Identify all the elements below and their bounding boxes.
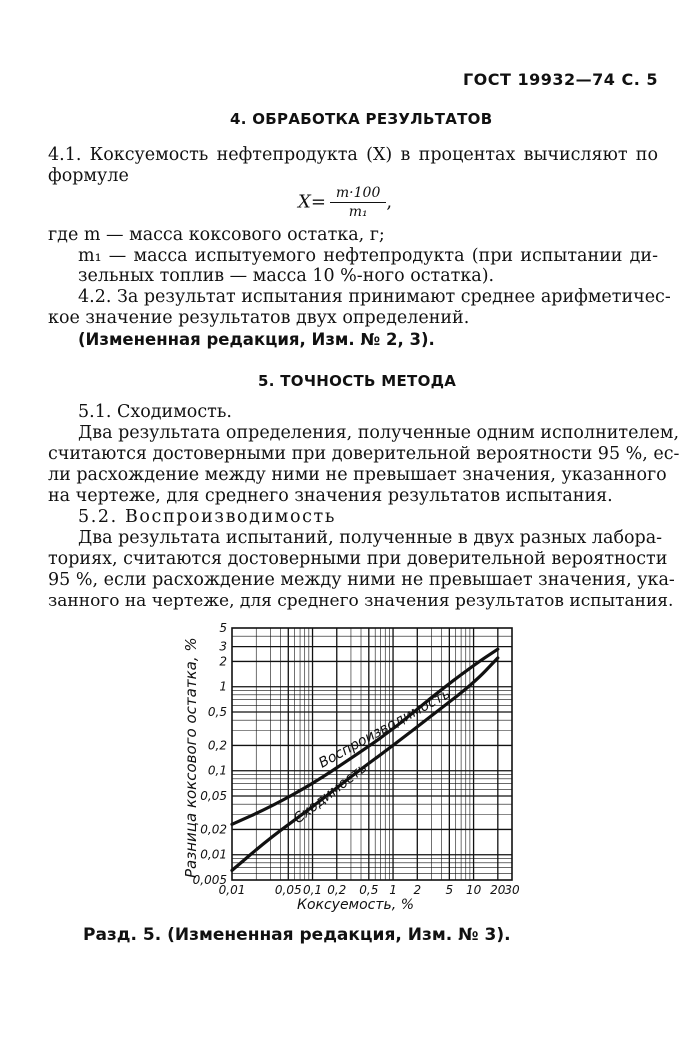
- y-tick-label: 3: [219, 639, 227, 654]
- x-tick-label: 0,01: [218, 883, 246, 897]
- curve-label-reproducibility: Воспроизводимость: [316, 685, 454, 772]
- where-m1-line-2: зельных топлив — масса 10 %-ного остатка).: [78, 266, 495, 286]
- curve-convergence: [232, 658, 498, 871]
- formula-tail: ,: [386, 191, 393, 213]
- y-tick-label: 0,1: [207, 763, 227, 778]
- chart-y-axis-label: Разница коксового остатка, %: [182, 637, 200, 878]
- x-tick-label: 0,05: [274, 883, 302, 897]
- x-tick-label: 0,1: [302, 883, 323, 897]
- x-tick-label: 0,2: [327, 883, 347, 897]
- figure-caption: Разд. 5. (Измененная редакция, Изм. № 3).: [83, 925, 511, 945]
- para-5-1-line-1: Два результата определения, полученные одним исполнителем,: [78, 423, 680, 443]
- formula: [298, 185, 392, 220]
- para-5-1-heading: 5.1. Сходимость.: [78, 402, 232, 422]
- y-tick-label: 0,05: [200, 789, 227, 803]
- y-tick-label: 2: [219, 654, 227, 669]
- para-4-2-line-1: 4.2. За результат испытания принимают среднее арифметичес-: [78, 287, 671, 307]
- x-tick-label: 0,5: [359, 883, 379, 897]
- x-tick-label: 1: [389, 883, 397, 897]
- y-tick-label: 0,01: [200, 847, 227, 862]
- y-tick-label: 5: [219, 621, 227, 635]
- x-tick-label: 2: [413, 883, 422, 897]
- y-tick-label: 0,005: [192, 873, 227, 887]
- curve-label-convergence: Сходимость: [290, 759, 371, 828]
- chart-ticks: [193, 621, 520, 897]
- y-tick-label: 0,5: [207, 705, 227, 719]
- precision-chart: [170, 618, 530, 918]
- formula-denominator: m₁: [348, 204, 368, 220]
- para-4-2-line-2: кое значение результатов двух определений.: [48, 308, 470, 328]
- x-tick-label: 30: [504, 883, 520, 897]
- formula-fraction: [330, 185, 386, 220]
- para-5-1-line-3: ли расхождение между ними не превышает значения, указанного: [48, 465, 667, 485]
- para-5-1-line-2: считаются достоверными при доверительной вероятности 95 %, ес-: [48, 444, 680, 464]
- page-header: ГОСТ 19932—74 С. 5: [462, 70, 658, 89]
- para-5-2-line-4: занного на чертеже, для среднего значения результатов испытания.: [48, 591, 674, 611]
- where-m1-line-1: m₁ — масса испытуемого нефтепродукта (при испытании ди-: [78, 246, 658, 266]
- x-tick-label: 10: [465, 883, 482, 897]
- para-5-1-line-4: на чертеже, для среднего значения результатов испытания.: [48, 486, 613, 506]
- x-tick-label: 20: [490, 883, 506, 897]
- y-tick-label: 1: [219, 679, 227, 694]
- para-5-2-line-3: 95 %, если расхождение между ними не превышает значения, ука-: [48, 570, 675, 590]
- section-5-title: 5. ТОЧНОСТЬ МЕТОДА: [258, 372, 457, 390]
- x-tick-label: 5: [445, 883, 454, 897]
- where-m: где m — масса коксового остатка, г;: [48, 225, 385, 245]
- chart-grid: [232, 628, 512, 880]
- para-5-2-line-1: Два результата испытаний, полученные в двух разных лабора-: [78, 528, 663, 548]
- chart-x-axis-label: Коксуемость, %: [297, 897, 414, 913]
- edited-note-4: (Измененная редакция, Изм. № 2, 3).: [78, 330, 435, 349]
- para-4-1-line-1: 4.1. Коксуемость нефтепродукта (X) в процентах вычисляют по: [48, 145, 658, 165]
- section-4-title: 4. ОБРАБОТКА РЕЗУЛЬТАТОВ: [230, 110, 493, 128]
- y-tick-label: 0,2: [207, 738, 227, 753]
- para-5-2-line-2: ториях, считаются достоверными при доверительной вероятности: [48, 549, 668, 569]
- y-tick-label: 0,02: [200, 822, 227, 837]
- para-5-2-heading: 5.2. Воспроизводимость: [78, 507, 336, 527]
- formula-lhs: X=: [298, 191, 326, 213]
- formula-numerator: m·100: [330, 185, 386, 203]
- para-4-1-line-2: формуле: [48, 166, 129, 186]
- chart-curves: [232, 649, 498, 870]
